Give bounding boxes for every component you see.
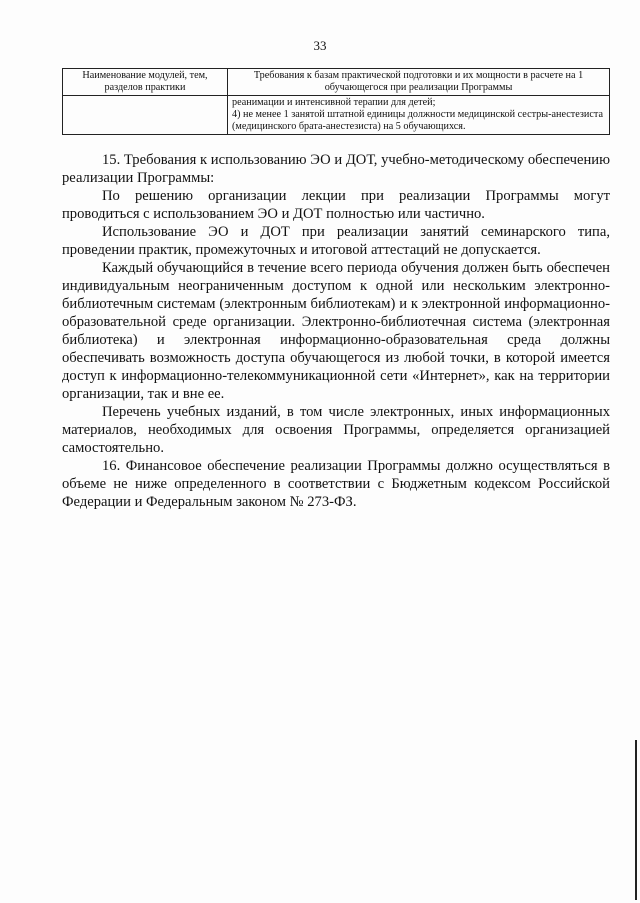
requirements-table <box>62 68 610 135</box>
paragraph: Перечень учебных изданий, в том числе электронных, иных информационных материалов, необходимых для освоения Программы, определяется организацией самостоятельно. <box>62 404 610 456</box>
table-cell-module <box>63 96 228 135</box>
table-header-requirements: Требования к базам практической подготовки и их мощности в расчете на 1 обучающегося при реализации Программы <box>228 69 610 96</box>
table-cell-requirements <box>228 96 610 135</box>
paragraph-16: 16. Финансовое обеспечение реализации Программы должно осуществляться в объеме не ниже определенного в соответствии с Бюджетным кодексом Российской Федерации и Федеральным законом № 273-ФЗ. <box>62 458 610 510</box>
table-header-modules: Наименование модулей, тем, разделов практики <box>63 69 228 96</box>
paragraph: По решению организации лекции при реализации Программы могут проводиться с использованием ЭО и ДОТ полностью или частично. <box>62 188 610 222</box>
requirement-line: 4) не менее 1 занятой штатной единицы должности медицинской сестры-анестезиста (медицинского брата-анестезиста) на 5 обучающихся. <box>232 109 603 132</box>
document-body <box>62 151 610 511</box>
requirement-line: реанимации и интенсивной терапии для детей; <box>232 97 436 108</box>
paragraph-15-heading: 15. Требования к использованию ЭО и ДОТ, учебно-методическому обеспечению реализации Программы: <box>62 152 610 186</box>
paragraph: Использование ЭО и ДОТ при реализации занятий семинарского типа, проведении практик, промежуточных и итоговой аттестаций не допускается. <box>62 224 610 258</box>
paragraph: Каждый обучающийся в течение всего периода обучения должен быть обеспечен индивидуальным неограниченным доступом к одной или нескольким электронно-библиотечным системам (электронным библиотекам) и к электронной информационно-образовательной среде организации. Электронно-библиотечная система (электронная библиотека) и электронная информационно-образовательная среда должны обеспечивать возможность доступа обучающегося из любой точки, в которой имеется доступ к информационно-телекоммуникационной сети «Интернет», как на территории организации, так и вне ее. <box>62 260 610 402</box>
table-row <box>63 96 610 135</box>
table-header-row <box>63 69 610 96</box>
page-number: 33 <box>313 38 327 53</box>
scan-edge-line <box>635 740 637 900</box>
